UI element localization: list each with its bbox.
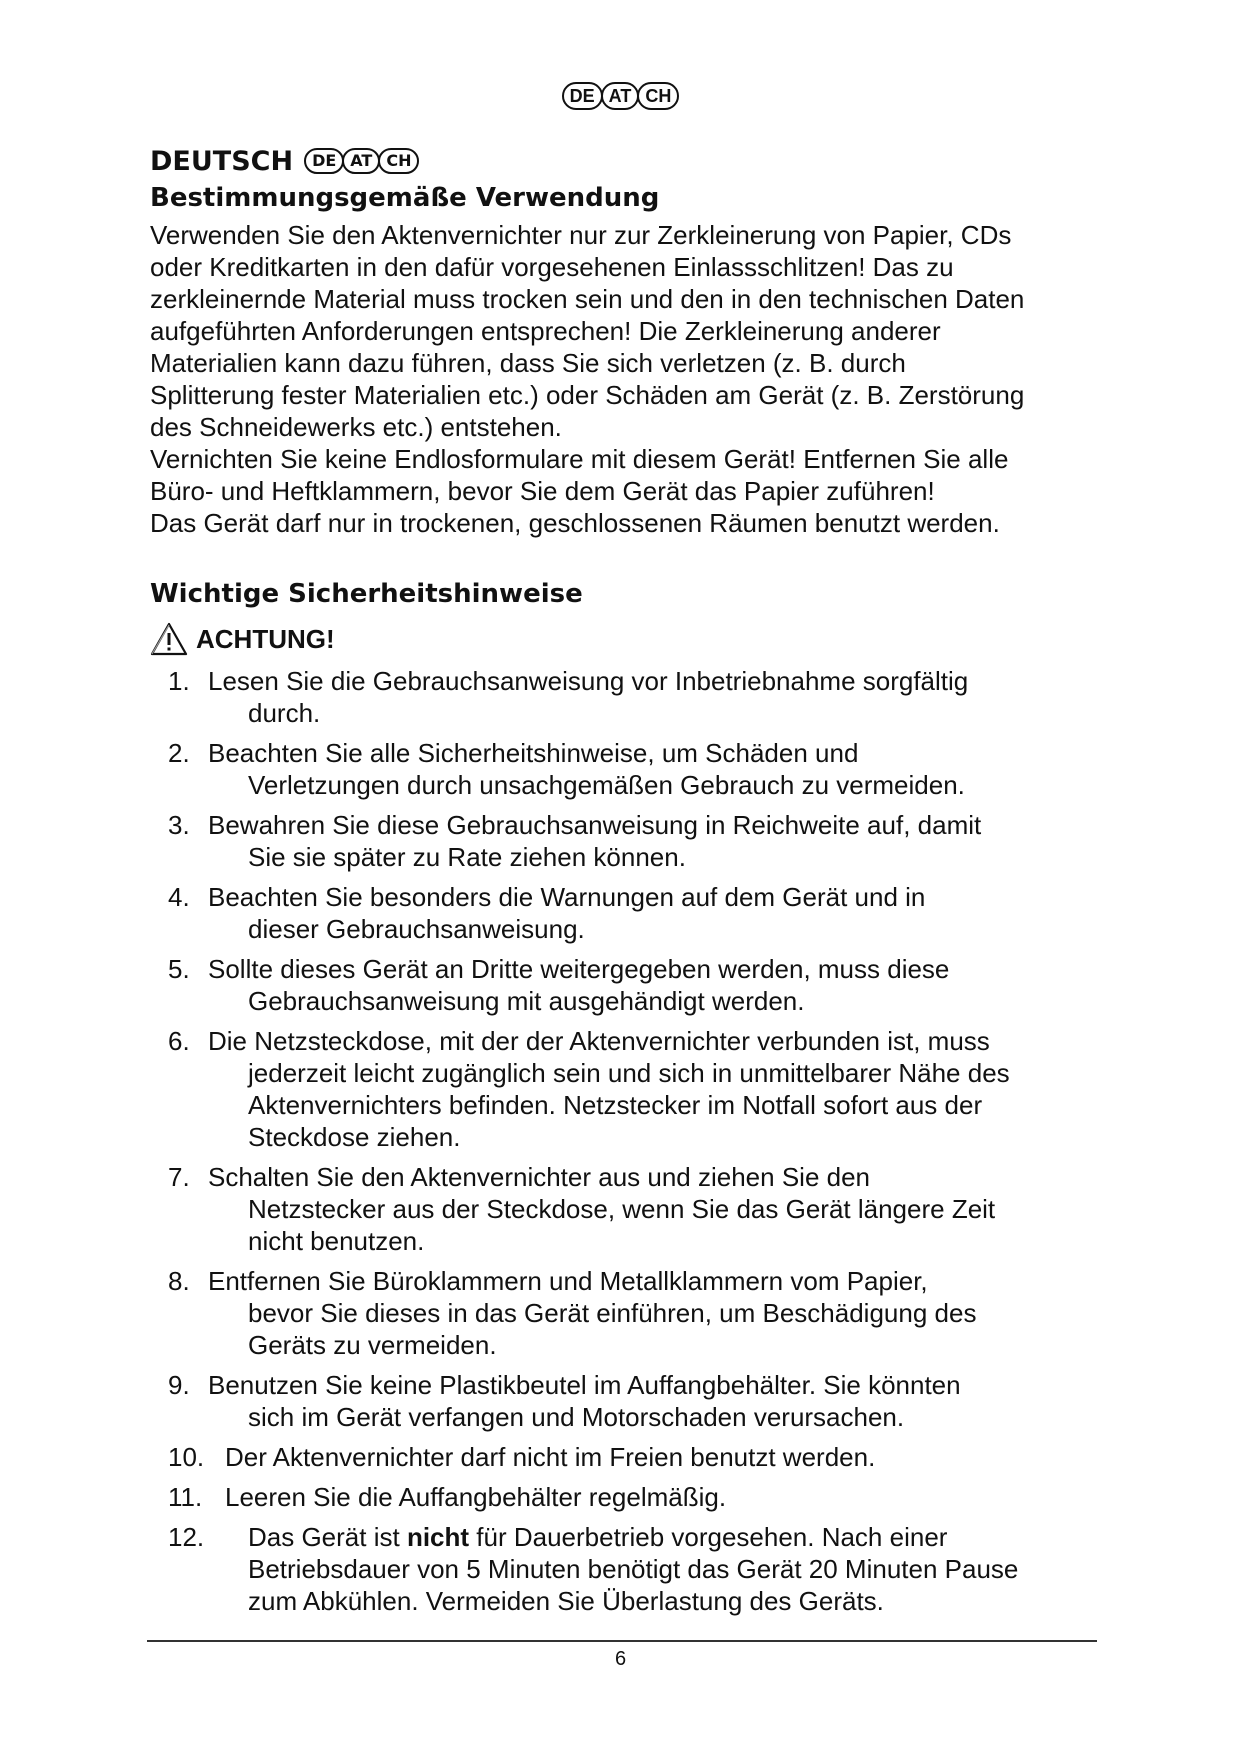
item-number: 9. (168, 1370, 190, 1400)
intended-use-paragraph (150, 219, 1100, 539)
item-continuation: Aktenvernichters befinden. Netzstecker im Notfall sofort aus der (248, 1090, 983, 1120)
item-continuation: dieser Gebrauchsanweisung. (248, 914, 585, 944)
item-continuation: Betriebsdauer von 5 Minuten benötigt das Gerät 20 Minuten Pause (248, 1554, 1019, 1584)
item-number: 1. (168, 666, 190, 696)
item-text-emphasis: nicht (406, 1522, 470, 1552)
country-badge: DE (562, 82, 603, 110)
item-continuation: Netzstecker aus der Steckdose, wenn Sie das Gerät längere Zeit (248, 1194, 996, 1224)
safety-item (150, 1025, 1100, 1153)
language-heading (150, 143, 1100, 179)
safety-item (150, 1521, 1100, 1617)
item-continuation: durch. (248, 698, 321, 728)
item-text: Entfernen Sie Büroklammern und Metallklammern vom Papier, (208, 1266, 928, 1296)
safety-instructions-list (150, 665, 1100, 1617)
item-continuation: Gebrauchsanweisung mit ausgehändigt werden. (248, 986, 805, 1016)
paragraph-line: oder Kreditkarten in den dafür vorgesehenen Einlassschlitzen! Das zu (150, 252, 954, 282)
paragraph-line: Büro- und Heftklammern, bevor Sie dem Gerät das Papier zuführen! (150, 476, 935, 506)
item-continuation: nicht benutzen. (248, 1226, 425, 1256)
country-badge: CH (378, 148, 419, 174)
item-number: 4. (168, 882, 190, 912)
country-badge: DE (304, 148, 344, 174)
safety-item (150, 1161, 1100, 1257)
paragraph-line: Splitterung fester Materialien etc.) oder Schäden am Gerät (z. B. Zerstörung (150, 380, 1025, 410)
footer-divider (147, 1640, 1097, 1642)
item-text: Der Aktenvernichter darf nicht im Freien benutzt werden. (225, 1442, 876, 1472)
item-continuation: jederzeit leicht zugänglich sein und sich in unmittelbarer Nähe des (248, 1058, 1010, 1088)
item-continuation: Steckdose ziehen. (248, 1122, 461, 1152)
country-badges-header (0, 82, 1241, 110)
safety-item (150, 1369, 1100, 1433)
item-continuation: sich im Gerät verfangen und Motorschaden verursachen. (248, 1402, 905, 1432)
item-number: 10. (168, 1442, 205, 1472)
safety-item (150, 1265, 1100, 1361)
section-heading-safety: Wichtige Sicherheitshinweise (150, 579, 583, 609)
paragraph-line: des Schneidewerks etc.) entstehen. (150, 412, 562, 442)
section-heading-intended-use: Bestimmungsgemäße Verwendung (150, 183, 660, 213)
safety-item (150, 881, 1100, 945)
paragraph-line: Das Gerät darf nur in trockenen, geschlossenen Räumen benutzt werden. (150, 508, 1000, 538)
safety-item (150, 1441, 1100, 1473)
item-text-part: für Dauerbetrieb vorgesehen. Nach einer (469, 1522, 948, 1552)
item-text: Lesen Sie die Gebrauchsanweisung vor Inbetriebnahme sorgfältig (208, 666, 969, 696)
country-badge: AT (342, 148, 380, 174)
item-text (248, 1521, 1100, 1553)
item-text: Sollte dieses Gerät an Dritte weitergegeben werden, muss diese (208, 954, 950, 984)
item-continuation: Sie sie später zu Rate ziehen können. (248, 842, 686, 872)
item-text: Schalten Sie den Aktenvernichter aus und ziehen Sie den (208, 1162, 871, 1192)
country-badge: AT (601, 82, 640, 110)
item-number: 6. (168, 1026, 190, 1056)
item-number: 3. (168, 810, 190, 840)
item-number: 11. (168, 1482, 203, 1512)
page-number: 6 (614, 1648, 627, 1670)
item-text-part: Das Gerät ist (248, 1522, 407, 1552)
item-text: Benutzen Sie keine Plastikbeutel im Auffangbehälter. Sie könnten (208, 1370, 961, 1400)
item-continuation: bevor Sie dieses in das Gerät einführen, um Beschädigung des (248, 1298, 977, 1328)
item-number: 2. (168, 738, 190, 768)
country-badge: CH (637, 82, 679, 110)
item-text: Bewahren Sie diese Gebrauchsanweisung in Reichweite auf, damit (208, 810, 982, 840)
safety-item (150, 953, 1100, 1017)
item-continuation: Geräts zu vermeiden. (248, 1330, 497, 1360)
language-title: DEUTSCH (150, 145, 294, 177)
item-continuation: Verletzungen durch unsachgemäßen Gebrauch zu vermeiden. (248, 770, 965, 800)
safety-item (150, 809, 1100, 873)
item-text: Leeren Sie die Auffangbehälter regelmäßig. (225, 1482, 727, 1512)
warning-triangle-icon (150, 622, 188, 656)
paragraph-line: Vernichten Sie keine Endlosformulare mit diesem Gerät! Entfernen Sie alle (150, 444, 1009, 474)
warning-label: ACHTUNG! (196, 623, 335, 654)
language-badges (305, 148, 418, 174)
item-number: 8. (168, 1266, 190, 1296)
item-text: Beachten Sie alle Sicherheitshinweise, um Schäden und (208, 738, 859, 768)
safety-item (150, 665, 1100, 729)
page-content (150, 143, 1100, 1625)
item-text: Beachten Sie besonders die Warnungen auf dem Gerät und in (208, 882, 926, 912)
paragraph-line: Verwenden Sie den Aktenvernichter nur zur Zerkleinerung von Papier, CDs (150, 220, 1012, 250)
paragraph-line: Materialien kann dazu führen, dass Sie sich verletzen (z. B. durch (150, 348, 906, 378)
safety-item (150, 1481, 1100, 1513)
paragraph-line: aufgeführten Anforderungen entsprechen! Die Zerkleinerung anderer (150, 316, 941, 346)
item-number: 7. (168, 1162, 190, 1192)
item-continuation: zum Abkühlen. Vermeiden Sie Überlastung des Geräts. (248, 1586, 884, 1616)
warning-row (150, 619, 1100, 659)
paragraph-line: zerkleinernde Material muss trocken sein und den in den technischen Daten (150, 284, 1025, 314)
item-text: Die Netzsteckdose, mit der der Aktenvernichter verbunden ist, muss (208, 1026, 990, 1056)
item-number: 12. (168, 1522, 205, 1552)
safety-item (150, 737, 1100, 801)
item-number: 5. (168, 954, 190, 984)
